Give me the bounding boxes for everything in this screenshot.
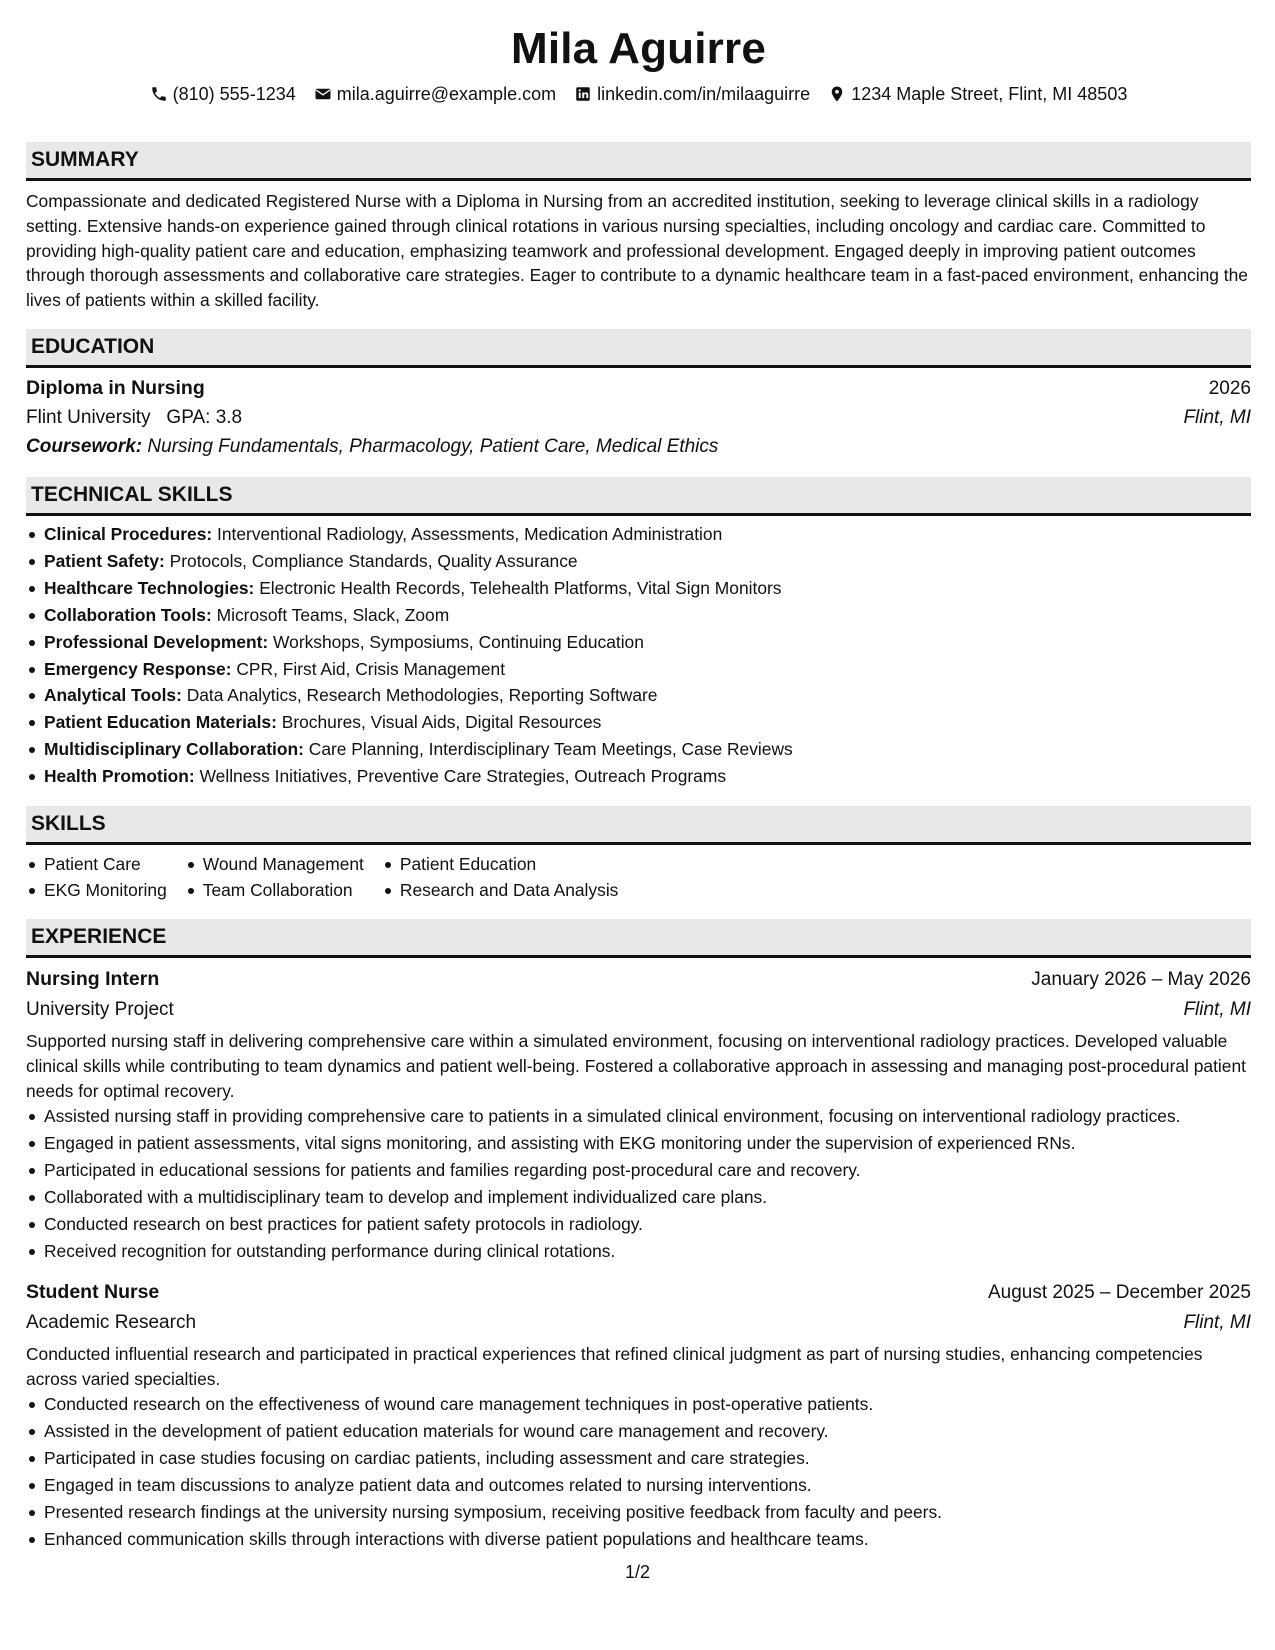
- technical-skill-value: Electronic Health Records, Telehealth Platforms, Vital Sign Monitors: [259, 577, 782, 598]
- job-bullets: [26, 1103, 1251, 1264]
- job-org-row: [26, 1308, 1251, 1338]
- address-text: 1234 Maple Street, Flint, MI 48503: [851, 84, 1128, 104]
- skill-item: Patient Care: [26, 851, 167, 877]
- coursework-list: Nursing Fundamentals, Pharmacology, Patient Care, Medical Ethics: [147, 435, 719, 457]
- technical-skill-value: Wellness Initiatives, Preventive Care Strategies, Outreach Programs: [199, 766, 727, 787]
- skills-grid: [26, 851, 1251, 903]
- technical-skill-value: Care Planning, Interdisciplinary Team Meetings, Case Reviews: [308, 739, 793, 760]
- job-bullet: Collaborated with a multidisciplinary team to develop and implement individualized care plans.: [26, 1184, 1251, 1211]
- job-entry: [26, 964, 1251, 1265]
- technical-skill-item: [26, 602, 1251, 629]
- coursework-label: Coursework:: [26, 435, 143, 457]
- candidate-name: Mila Aguirre: [510, 24, 767, 73]
- contact-email[interactable]: [314, 82, 556, 106]
- technical-skill-value: CPR, First Aid, Crisis Management: [236, 658, 506, 679]
- technical-skill-value: Microsoft Teams, Slack, Zoom: [216, 604, 450, 625]
- technical-skill-label: Healthcare Technologies:: [44, 577, 255, 598]
- technical-skill-item: [26, 682, 1251, 709]
- skills-column: [382, 851, 618, 903]
- job-bullet: Conducted research on the effectiveness of wound care management techniques in post-operative patients.: [26, 1391, 1251, 1418]
- job-dates: January 2026 – May 2026: [1031, 969, 1251, 991]
- job-bullet: Presented research findings at the university nursing symposium, receiving positive feedback from faculty and peers.: [26, 1499, 1251, 1526]
- technical-skill-item: [26, 736, 1251, 763]
- section-heading-summary: SUMMARY: [26, 142, 1251, 181]
- technical-skill-label: Health Promotion:: [44, 766, 195, 787]
- school-location: Flint, MI: [1183, 406, 1251, 428]
- technical-skill-label: Clinical Procedures:: [44, 523, 213, 544]
- technical-skill-item: [26, 656, 1251, 683]
- skills-column: [185, 851, 364, 903]
- technical-skill-label: Analytical Tools:: [44, 685, 182, 706]
- technical-skill-item: [26, 763, 1251, 790]
- skill-item: Team Collaboration: [185, 877, 364, 903]
- phone-text: (810) 555-1234: [172, 84, 296, 104]
- job-bullet: Assisted in the development of patient education materials for wound care management and recovery.: [26, 1418, 1251, 1445]
- education-entry: [26, 374, 1251, 461]
- job-org: Academic Research: [26, 1311, 197, 1333]
- email-text[interactable]: mila.aguirre@example.com: [336, 84, 557, 104]
- technical-skill-item: [26, 629, 1251, 656]
- section-heading-education: EDUCATION: [26, 329, 1251, 368]
- section-heading-skills: SKILLS: [26, 806, 1251, 845]
- job-org-row: [26, 995, 1251, 1025]
- job-header-row: [26, 964, 1251, 995]
- technical-skill-item: [26, 709, 1251, 736]
- page-number: 1/2: [624, 1562, 651, 1582]
- school-name: Flint University: [26, 406, 151, 428]
- job-description: Conducted influential research and participated in practical experiences that refined clinical judgment as part of nursing studies, enhancing competencies across varied specialties.: [26, 1343, 1203, 1389]
- contact-address: [828, 82, 1127, 106]
- job-bullet: Received recognition for outstanding performance during clinical rotations.: [26, 1238, 1251, 1265]
- gpa: GPA: 3.8: [166, 406, 243, 428]
- phone-icon: [150, 85, 168, 103]
- job-description: Supported nursing staff in delivering comprehensive care within a simulated environment, focusing on interventional radiology practices. Developed valuable clinical skills while contributing to team dynamics and patient well-being. Fostered a collaborative approach in assessing and managing post-procedural patient needs for optimal recovery.: [26, 1031, 1246, 1101]
- skill-item: EKG Monitoring: [26, 877, 167, 903]
- job-entry: [26, 1277, 1251, 1553]
- job-bullet: Engaged in team discussions to analyze patient data and outcomes related to nursing interventions.: [26, 1472, 1251, 1499]
- job-header-row: [26, 1277, 1251, 1308]
- job-title: Nursing Intern: [26, 968, 160, 991]
- technical-skill-value: Interventional Radiology, Assessments, Medication Administration: [217, 523, 723, 544]
- technical-skill-item: [26, 521, 1251, 548]
- technical-skills-list: [26, 521, 1251, 790]
- technical-skill-value: Data Analytics, Research Methodologies, Reporting Software: [186, 685, 658, 706]
- technical-skill-label: Emergency Response:: [44, 658, 232, 679]
- section-heading-experience: EXPERIENCE: [26, 919, 1251, 958]
- job-bullet: Participated in case studies focusing on cardiac patients, including assessment and care strategies.: [26, 1445, 1251, 1472]
- technical-skill-label: Collaboration Tools:: [44, 604, 212, 625]
- skill-item: Wound Management: [185, 851, 364, 877]
- technical-skill-label: Patient Education Materials:: [44, 712, 277, 733]
- job-dates: August 2025 – December 2025: [987, 1281, 1251, 1303]
- job-bullet: Participated in educational sessions for patients and families regarding post-procedural care and recovery.: [26, 1157, 1251, 1184]
- job-bullet: Enhanced communication skills through interactions with diverse patient populations and healthcare teams.: [26, 1526, 1251, 1553]
- contact-bar: [26, 82, 1251, 106]
- job-bullet: Engaged in patient assessments, vital signs monitoring, and assisting with EKG monitoring under the supervision of experienced RNs.: [26, 1130, 1251, 1157]
- school-line: [26, 403, 242, 432]
- job-bullet: Assisted nursing staff in providing comprehensive care to patients in a simulated clinical environment, focusing on interventional radiology practices.: [26, 1103, 1251, 1130]
- linkedin-icon: [574, 85, 592, 103]
- graduation-year: 2026: [1208, 377, 1251, 399]
- job-location: Flint, MI: [1183, 999, 1251, 1021]
- job-location: Flint, MI: [1183, 1311, 1251, 1333]
- job-bullet: Conducted research on best practices for patient safety protocols in radiology.: [26, 1211, 1251, 1238]
- contact-phone: [150, 82, 296, 106]
- technical-skill-value: Workshops, Symposiums, Continuing Education: [273, 631, 644, 652]
- technical-skill-item: [26, 575, 1251, 602]
- skill-item: Patient Education: [382, 851, 618, 877]
- coursework-line: [26, 432, 1251, 461]
- skills-column: [26, 851, 167, 903]
- skill-item: Research and Data Analysis: [382, 877, 618, 903]
- job-org: University Project: [26, 999, 174, 1021]
- degree-title: Diploma in Nursing: [26, 376, 205, 399]
- technical-skill-label: Professional Development:: [44, 631, 269, 652]
- job-bullets: [26, 1391, 1251, 1552]
- envelope-icon: [314, 85, 332, 103]
- technical-skill-label: Multidisciplinary Collaboration:: [44, 739, 304, 760]
- map-pin-icon: [828, 85, 846, 103]
- experience-list: [26, 964, 1251, 1553]
- technical-skill-label: Patient Safety:: [44, 550, 165, 571]
- contact-linkedin[interactable]: [574, 82, 810, 106]
- technical-skill-value: Protocols, Compliance Standards, Quality Assurance: [169, 550, 578, 571]
- technical-skill-item: [26, 548, 1251, 575]
- technical-skill-value: Brochures, Visual Aids, Digital Resources: [281, 712, 602, 733]
- linkedin-text[interactable]: linkedin.com/in/milaaguirre: [597, 84, 811, 104]
- section-heading-technical-skills: TECHNICAL SKILLS: [26, 477, 1251, 516]
- summary-text: Compassionate and dedicated Registered Nurse with a Diploma in Nursing from an accredited institution, seeking to leverage clinical skills in a radiology setting. Extensive hands-on experience gained through clinical rotations in various nursing specialties, including oncology and cardiac care. Committed to providing high-quality patient care and education, emphasizing teamwork and professional development. Engaged deeply in improving patient outcomes through thorough assessments and collaborative care strategies. Eager to contribute to a dynamic healthcare team in a fast-paced environment, enhancing the lives of patients within a skilled facility.: [26, 191, 1248, 311]
- job-title: Student Nurse: [26, 1280, 160, 1303]
- resume-page: [26, 0, 1251, 1553]
